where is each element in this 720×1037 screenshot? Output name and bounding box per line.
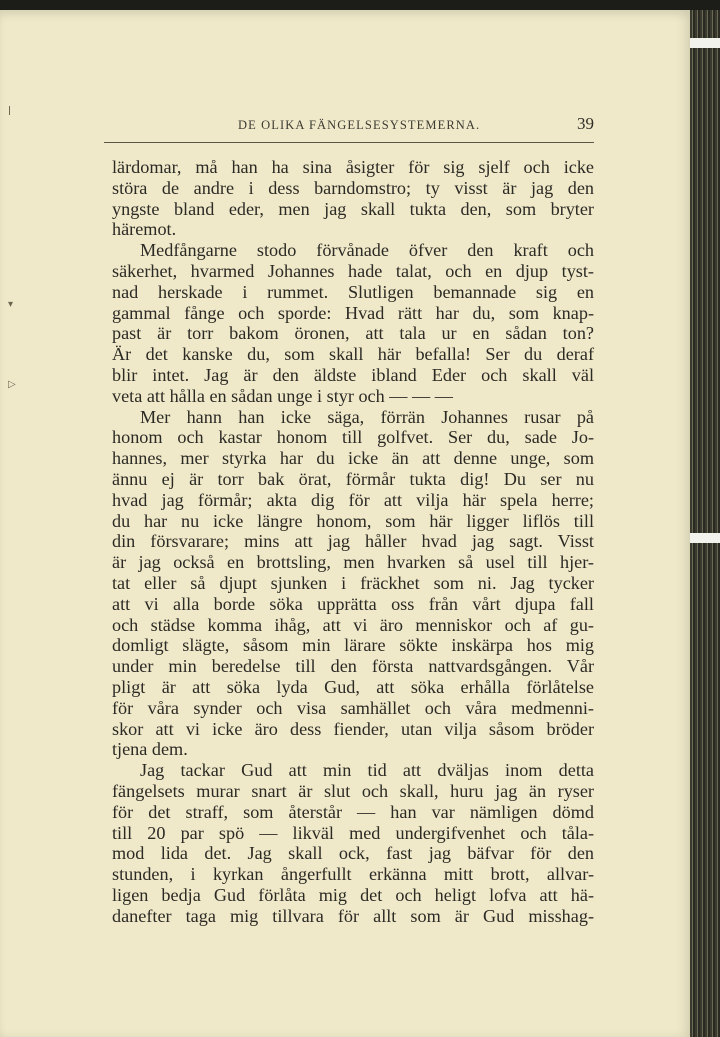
text-line: att vi alla borde söka upprätta oss från vårt djupa fall — [112, 593, 594, 614]
text-line: gammal fånge och sporde: Hvad rätt har du, som knap- — [112, 302, 594, 323]
text-line: häremot. — [112, 219, 177, 240]
text-line: till 20 par spö — likväl med undergifvenhet och tåla- — [112, 822, 594, 843]
text-line: Medfångarne stodo förvånade öfver den kraft och — [140, 240, 594, 261]
text-line: är jag också en brottsling, men hvarken så usel till hjer- — [112, 552, 594, 573]
text-line: stunden, i kyrkan ångerfullt erkänna mitt brott, allvar- — [112, 864, 594, 885]
text-line: Är det kanske du, som skall här befalla! Ser du deraf — [112, 344, 594, 365]
running-head: DE OLIKA FÄNGELSESYSTEMERNA. — [238, 118, 481, 132]
text-line: blir intet. Jag är den äldste ibland Eder och skall väl — [112, 364, 594, 385]
edge-band — [690, 38, 720, 48]
text-line: pligt är att söka lyda Gud, att söka erhålla förlåtelse — [112, 676, 594, 697]
text-line: hannes, mer styrka har du icke än att denne unge, som — [112, 448, 594, 469]
text-line: nad herskade i rummet. Slutligen bemannade sig en — [112, 281, 594, 302]
page-number: 39 — [577, 114, 594, 133]
text-line: lärdomar, må han ha sina åsigter för sig sjelf och icke — [112, 157, 594, 177]
text-line: för våra synder och visa samhället och våra medmenni- — [112, 697, 594, 718]
text-line: honom och kastar honom till golfvet. Ser du, sade Jo- — [112, 427, 594, 448]
scan-right-edge — [690, 10, 720, 1037]
text-line: skor att vi icke äro dess fiender, utan vilja såsom bröder — [112, 718, 594, 739]
text-line: ännu ej är torr bak örat, förmår tukta dig! Du ser nu — [112, 468, 594, 489]
text-line: under min beredelse till den första nattvardsgången. Vår — [112, 656, 594, 677]
text-line: för det straff, som återstår — han var nämligen dömd — [112, 801, 594, 822]
text-line: domligt slägte, såsom min lärare sökte inskärpa hos mig — [112, 635, 594, 656]
body-text — [112, 157, 594, 926]
text-line: past är torr bakom öronen, att tala ur en sådan ton? — [112, 323, 594, 344]
margin-speck: ▷ — [8, 379, 16, 390]
text-line: och städse komma ihåg, att vi äro menniskor och af gu- — [112, 614, 594, 635]
text-line: danefter taga mig tillvara för allt som är Gud misshag- — [112, 905, 594, 926]
text-line: fängelsets murar snart är slut och skall, huru jag än ryser — [112, 780, 594, 801]
text-line: störa de andre i dess barndomstro; ty visst är jag den — [112, 177, 594, 198]
page-header — [104, 114, 594, 143]
text-line: säkerhet, hvarmed Johannes hade talat, och en djup tyst- — [112, 260, 594, 281]
text-line: hvad jag förmår; akta dig för att vilja här spela herre; — [112, 489, 594, 510]
text-line: yngste bland eder, men jag skall tukta den, som bryter — [112, 198, 594, 219]
text-line: tjena dem. — [112, 739, 188, 760]
text-line: mod lida det. Jag skall ock, fast jag bäfvar för den — [112, 843, 594, 864]
text-line: du har nu icke längre honom, som här ligger liflös till — [112, 510, 594, 531]
text-line: tat eller så djupt sjunken i fräckhet som ni. Jag tycker — [112, 572, 594, 593]
margin-speck: ǀ — [8, 105, 11, 116]
edge-band — [690, 533, 720, 543]
text-line: Mer hann han icke säga, förrän Johannes rusar på — [140, 406, 594, 427]
text-line: Jag tackar Gud att min tid att dväljas inom detta — [140, 760, 594, 781]
text-line: ligen bedja Gud förlåta mig det och heligt lofva att hä- — [112, 884, 594, 905]
text-line: din försvarare; mins att jag håller hvad jag sagt. Visst — [112, 531, 594, 552]
text-line: veta att hålla en sådan unge i styr och — — — — [112, 385, 453, 406]
margin-speck: ▾ — [8, 299, 14, 310]
